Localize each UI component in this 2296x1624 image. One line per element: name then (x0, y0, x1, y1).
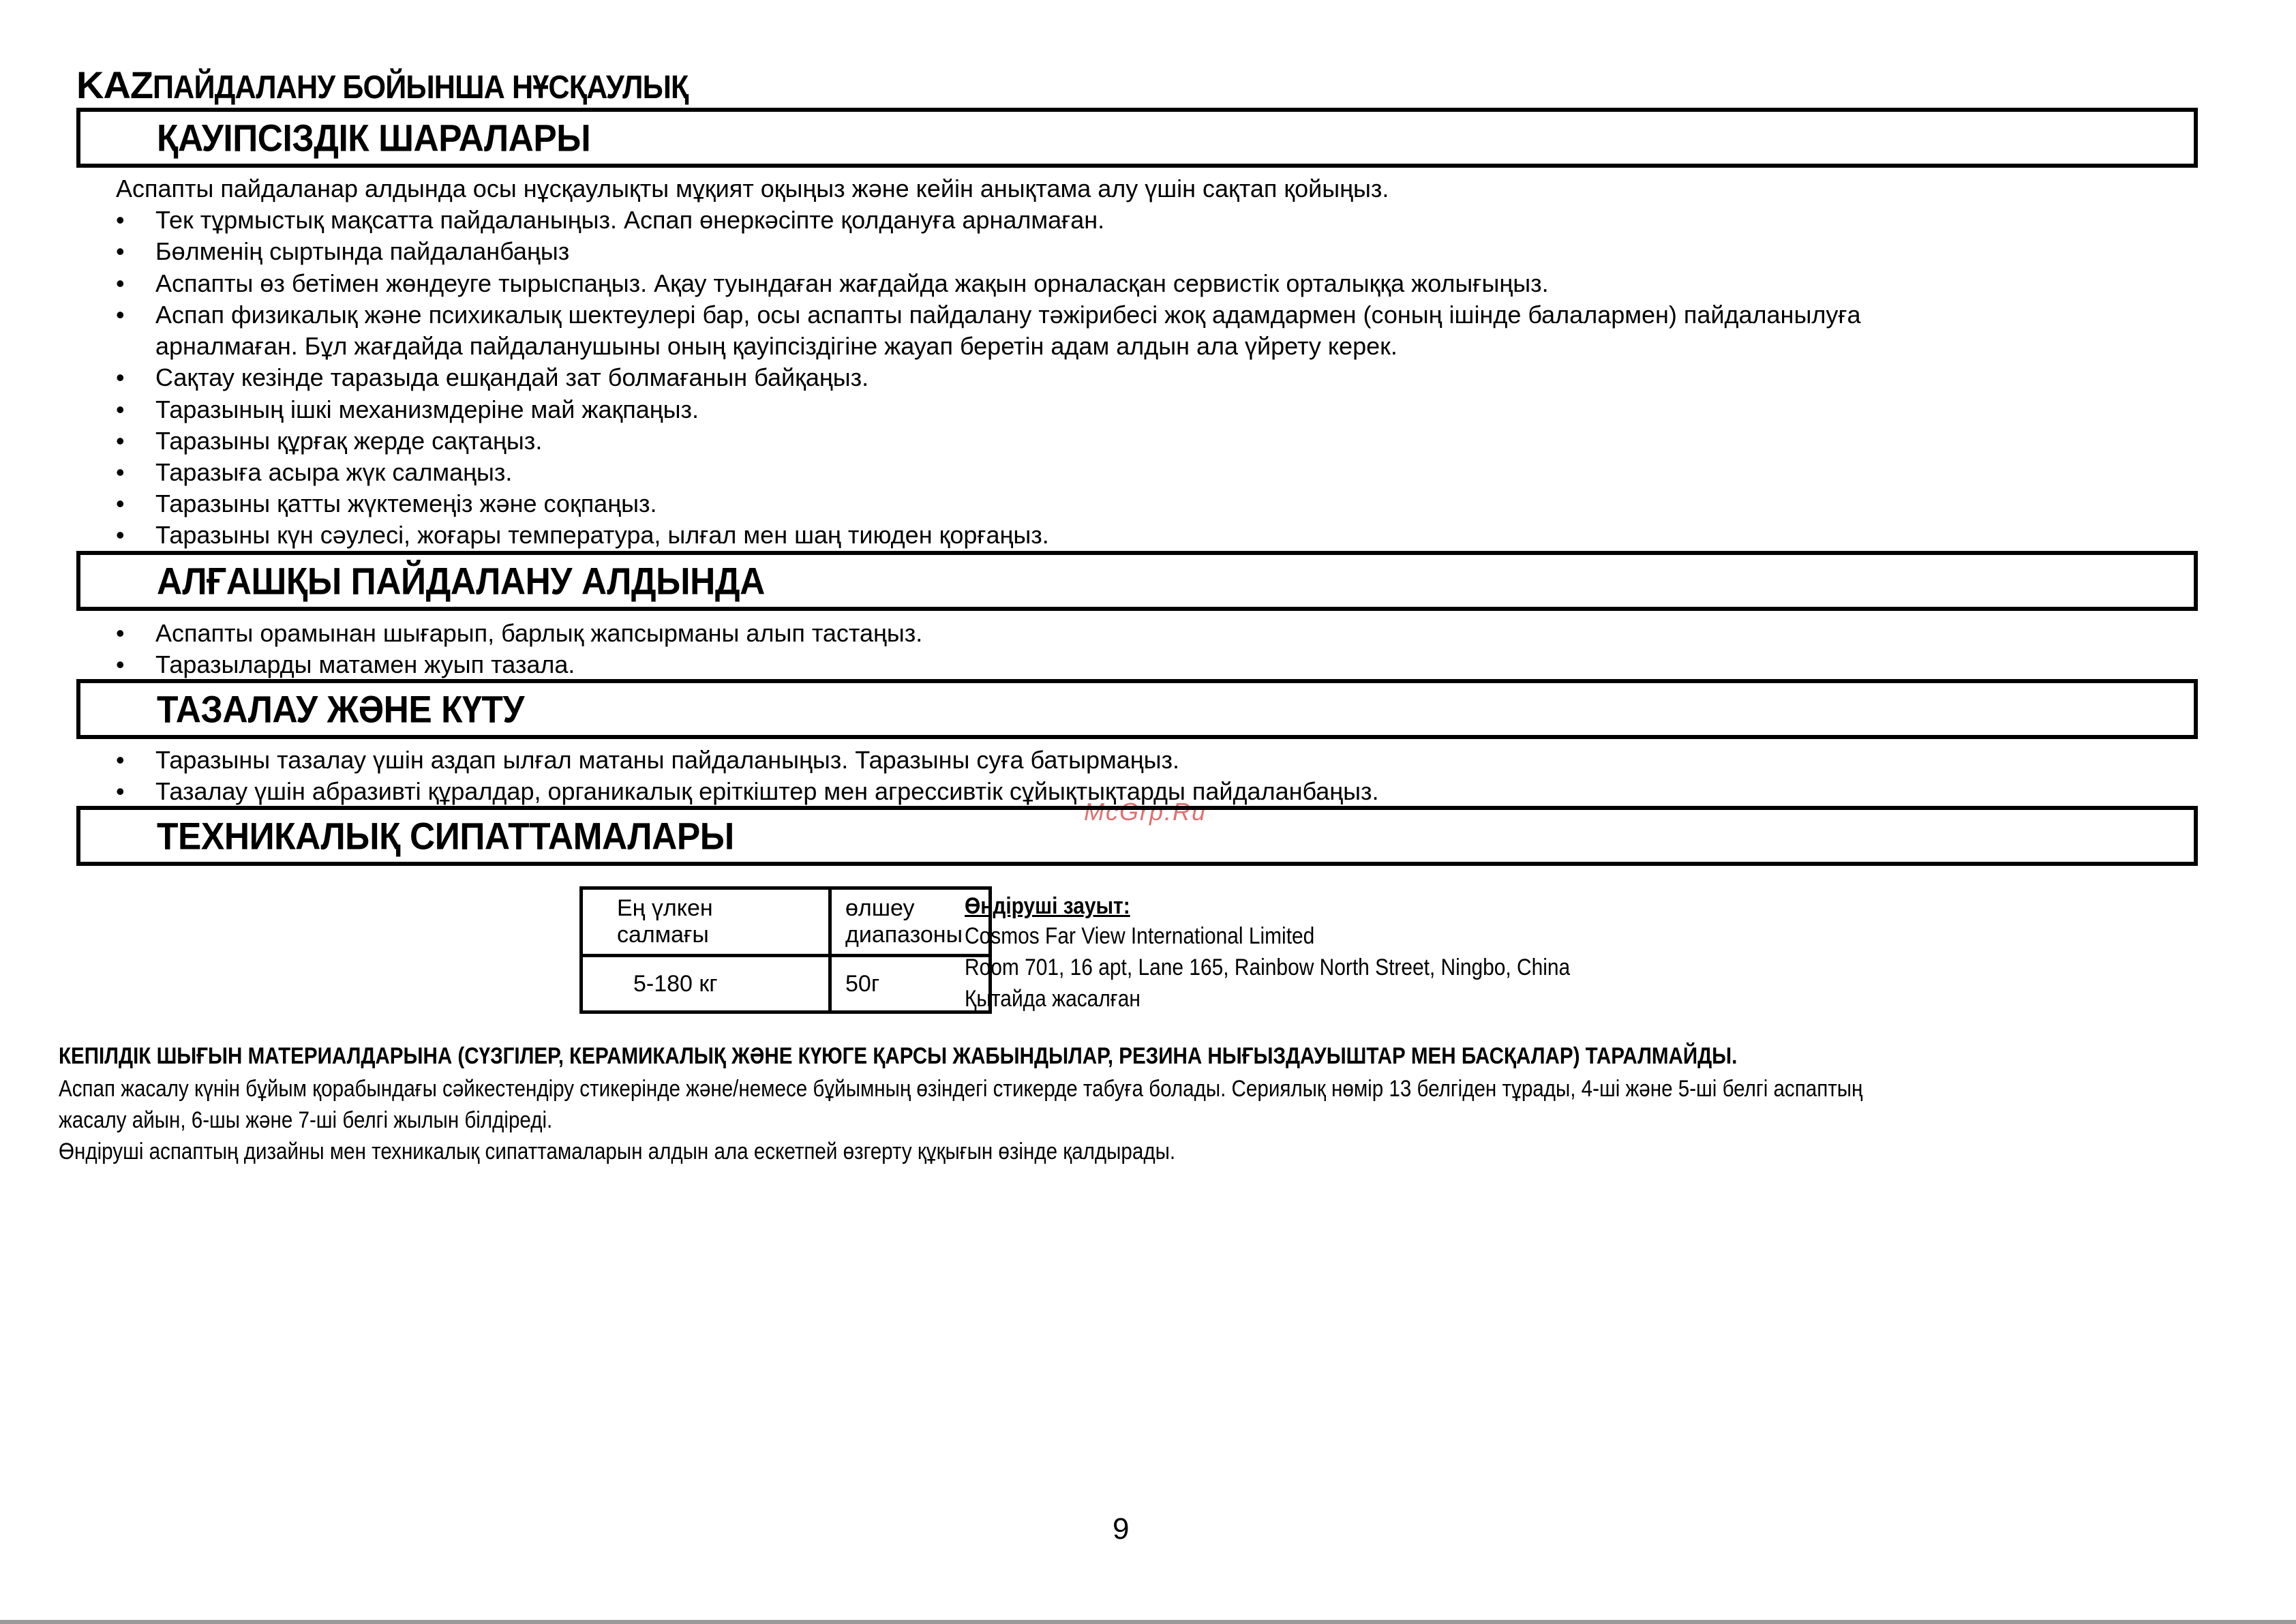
safety-item-continued: арналмаған. Бұл жағдайда пайдаланушыны оның қауіпсіздігіне жауап беретін адам алдын ала үйрету керек. (155, 332, 1398, 360)
safety-item: Аспап физикалық және психикалық шектеулері бар, осы аспапты пайдалану тәжірибесі жоқ адамдармен (соның ішінде балалармен) пайдаланылуға (155, 301, 1861, 329)
first-use-heading: АЛҒАШҚЫ ПАЙДАЛАНУ АЛДЫНДА (157, 559, 765, 603)
safety-item: Таразыны құрғақ жерде сақтаңыз. (155, 427, 543, 455)
bullet: • (116, 650, 125, 678)
bottom-rule (0, 1620, 2296, 1624)
manual-title: ПАЙДАЛАНУ БОЙЫНША НҰСҚАУЛЫҚ (153, 70, 689, 106)
safety-item: Аспапты өз бетімен жөндеуге тырыспаңыз. Ақау туындаған жағдайда жақын орналасқан сервистік орталыққа жолығыңыз. (155, 269, 1549, 297)
safety-item: Таразыны күн сәулесі, жоғары температура, ылғал мен шаң тиюден қорғаңыз. (155, 521, 1049, 549)
range-label-line2: диапазоны (845, 922, 963, 948)
warranty-heading: КЕПІЛДІК ШЫҒЫН МАТЕРИАЛДАРЫНА (СҮЗГІЛЕР, КЕРАМИКАЛЫҚ ЖӘНЕ КҮЮГЕ ҚАРСЫ ЖАБЫНДЫЛАР, РЕЗИНА НЫҒЫЗДАУЫШТАР МЕН БАСҚАЛАР) ТАРАЛМАЙДЫ. (59, 1043, 1738, 1069)
bullet: • (116, 619, 125, 647)
manufacturer-label: Өндіруші зауыт: (965, 893, 1130, 919)
safety-section-header (76, 108, 2198, 168)
safety-item: Тек тұрмыстық мақсатта пайдаланыңыз. Аспап өнеркәсіпте қолдануға арналмаған. (155, 206, 1105, 234)
safety-heading: ҚАУІПСІЗДІК ШАРАЛАРЫ (157, 116, 591, 160)
bullet: • (116, 206, 125, 234)
bullet: • (116, 363, 125, 391)
safety-item: Таразыны қатты жүктемеңіз және соқпаңыз. (155, 490, 657, 517)
manufacturer-name: Cosmos Far View International Limited (965, 923, 1315, 949)
max-weight-label-line2: салмағы (617, 922, 709, 948)
bullet: • (116, 490, 125, 517)
bullet: • (116, 395, 125, 423)
table-header-cell (581, 888, 830, 956)
specs-table (579, 886, 992, 1014)
bullet: • (116, 777, 125, 805)
page-number: 9 (1113, 1512, 1130, 1546)
warranty-text: Аспап жасалу күнін бұйым қорабындағы сәйкестендіру стикерінде және/немесе бұйымның өзіндегі стикерде табуға болады. Сериялық нөмір 13 белгіден тұрады, 4-ші және 5-ші белгі аспаптың (59, 1076, 1863, 1102)
cleaning-section-header (76, 679, 2198, 739)
manufacturer-address: Room 701, 16 apt, Lane 165, Rainbow North Street, Ningbo, China (965, 954, 1571, 980)
safety-item: Бөлменің сыртында пайдаланбаңыз (155, 237, 570, 265)
bullet: • (116, 458, 125, 486)
table-row (581, 888, 991, 956)
language-code: KAZ (76, 63, 153, 106)
warranty-text: жасалу айын, 6-шы және 7-ші белгі жылын білдіреді. (59, 1107, 553, 1133)
warranty-text: Өндіруші аспаптың дизайны мен техникалық сипаттамаларын алдын ала ескетпей өзгерту құқығын өзінде қалдырады. (59, 1139, 1176, 1164)
table-row (581, 956, 991, 1012)
cleaning-item: Тазалау үшін абразивті құралдар, органикалық еріткіштер мен агрессивтік сұйықтықтарды пайдаланбаңыз. (155, 777, 1379, 805)
range-value: 50г (830, 956, 991, 1012)
bullet: • (116, 237, 125, 265)
bullet: • (116, 746, 125, 774)
made-in: Қытайда жасалған (965, 986, 1141, 1012)
safety-item: Сақтау кезінде таразыда ешқандай зат болмағанын байқаңыз. (155, 363, 869, 391)
safety-item: Таразыға асыра жүк салмаңыз. (155, 458, 513, 486)
max-weight-label-line1: Ең үлкен (617, 895, 713, 921)
safety-item: Таразының ішкі механизмдеріне май жақпаңыз. (155, 395, 699, 423)
first-use-section-header (76, 551, 2198, 611)
first-use-item: Аспапты орамынан шығарып, барлық жапсырманы алып тастаңыз. (155, 619, 923, 647)
document-title (76, 63, 748, 107)
specs-section-header (76, 806, 2198, 866)
first-use-item: Таразыларды матамен жуып тазала. (155, 650, 575, 678)
safety-intro: Аспапты пайдаланар алдында осы нұсқаулықты мұқият оқыңыз және кейін анықтама алу үшін сақтап қойыңыз. (116, 175, 1389, 202)
bullet: • (116, 269, 125, 297)
specs-heading: ТЕХНИКАЛЫҚ СИПАТТАМАЛАРЫ (157, 814, 734, 858)
bullet: • (116, 301, 125, 329)
bullet: • (116, 427, 125, 455)
cleaning-item: Таразыны тазалау үшін аздап ылғал матаны пайдаланыңыз. Таразыны суға батырмаңыз. (155, 746, 1179, 774)
max-weight-value: 5-180 кг (581, 956, 830, 1012)
cleaning-heading: ТАЗАЛАУ ЖӘНЕ КҮТУ (157, 687, 524, 731)
range-label-line1: өлшеу (845, 895, 915, 921)
watermark: McGrp.Ru (1084, 798, 1207, 826)
bullet: • (116, 521, 125, 549)
